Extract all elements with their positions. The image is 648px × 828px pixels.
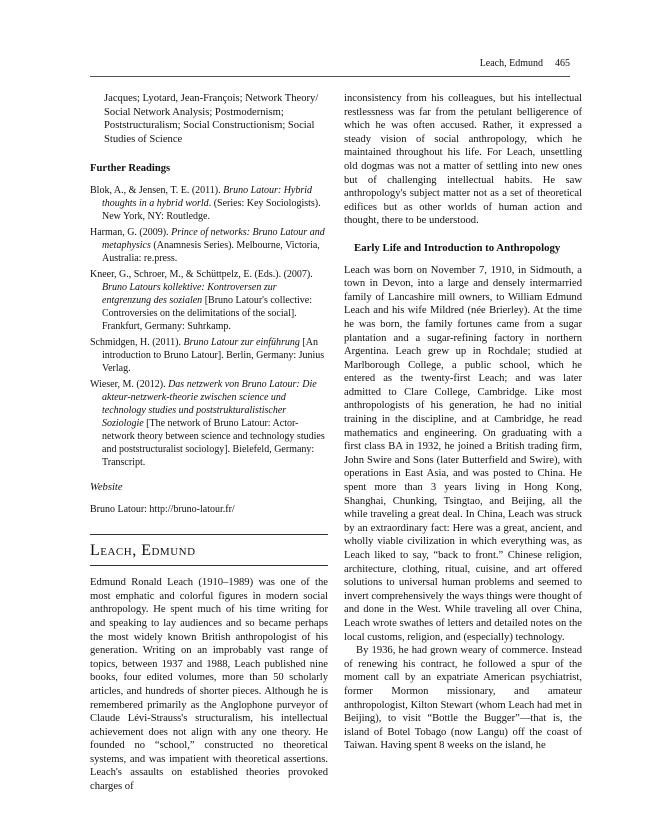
entry-bottom-rule — [90, 565, 328, 566]
reference-item: Schmidgen, H. (2011). Bruno Latour zur einführung [An introduction to Bruno Latour]. Berlin, Germany: Junius Verlag. — [90, 336, 325, 374]
reference-item: Kneer, G., Schroer, M., & Schüttpelz, E. (Eds.). (2007). Bruno Latours kollektive: Kontroversen zur entgrenzung des sozialen [Bruno Latour's collective: Controversies on the delimitations of the social]. Frankfurt, Germany: Suhrkamp. — [90, 268, 313, 332]
reference-item: Harman, G. (2009). Prince of networks: Bruno Latour and metaphysics (Anamnesis Series). Melbourne, Victoria, Australia: re.press. — [90, 226, 325, 264]
body-paragraph: Leach was born on November 7, 1910, in Sidmouth, a town in Devon, into a large and densely intermarried family of Lancashire mill owners, to William Edmund Leach and his wife Mildred (née Brierley). At the time he was born, the family fortunes came from a sugar plantation and a sugar-refining factory in northern Argentina. Leach grew up in Rochdale; studied at Marlborough College, a public school, which he entered as the twenty-first Leach; and was later admitted to Clare College, Cambridge. Like most anthropologists of his generation, he had no initial training in the discipline, and at Cambridge, he read mathematics and engineering. On graduating with a first class BA in 1932, he joined a British trading firm, John Swire and Sons (later Butterfield and Swire), with operations in East Asia, and was posted to China. He spent more than 3 years living in Hong Kong, Shanghai, Chunking, Tsingtao, and Beijing, all the while traveling a great deal. In China, Leach was struck by an extraordinary fact: Here was a great, ancient, and wholly viable civilization in which everything was, as Leach liked to say, “back to front.” Chinese religion, architecture, clothing, ritual, cuisine, and art offered solutions to universal human problems and seemed to invert comprehensively the ways things were thought of and done in the West. While traveling all over China, Leach wrote swathes of letters and detailed notes on the local customs, religion, and (especially) technology. — [344, 264, 583, 643]
left-column — [90, 92, 328, 794]
further-readings-heading: Further Readings — [90, 163, 171, 175]
running-head-title: Leach, Edmund — [479, 58, 543, 69]
right-column — [344, 92, 582, 753]
website-heading: Website — [90, 481, 123, 493]
website-link[interactable]: Bruno Latour: http://bruno-latour.fr/ — [90, 503, 235, 515]
entry-title: Leach, Edmund — [90, 541, 196, 559]
body-paragraph: By 1936, he had grown weary of commerce. Instead of renewing his contract, he followed a spur of the moment call by an expatriate American psychiatrist, former Mormon missionary, and amateur anthropologist, Kilton Stewart (whom Leach had met in Beijing), to visit “Bottle the Bugger”—that is, the island of Botel Tobago (now Langu) off the coast of Taiwan. Having spent 8 weeks on the island, he — [344, 645, 582, 752]
reference-item: Blok, A., & Jensen, T. E. (2011). Bruno Latour: Hybrid thoughts in a hybrid world. (Series: Key Sociologists). New York, NY: Routledge. — [90, 184, 321, 222]
see-also-continuation: Jacques; Lyotard, Jean-François; Network Theory/ Social Network Analysis; Postmodernism; Poststructuralism; Social Constructionism; Social Studies of Science — [104, 93, 319, 145]
reference-item: Wieser, M. (2012). Das netzwerk von Bruno Latour: Die akteur-netzwerk-theorie zwischen science und technology studies und poststrukturalistischer Soziologie [The network of Bruno Latour: Actor-network theory between science and technology studies and poststructuralist sociology]. Bielefeld, Germany: Transcript. — [90, 378, 325, 468]
entry-intro-paragraph: Edmund Ronald Leach (1910–1989) was one of the most emphatic and colorful figures in modern social anthropology. He spent much of his time writing for and speaking to lay audiences and so became perhaps the most widely known British anthropologist of his generation. Writing on an improbably vast range of topics, between 1937 and 1988, Leach published nine books, four edited volumes, more than 50 scholarly articles, and hundreds of shorter pieces. Although he is remembered primarily as the Anglophone purveyor of Claude Lévi-Strauss's structuralism, his intellectual achievement does not align with any one theory. He founded no “school,” constructed no theoretical systems, and was impatient with theoretical assertions. Leach's assaults on established theories provoked charges of — [90, 577, 328, 793]
reference-list — [90, 184, 328, 469]
entry-top-rule — [90, 534, 328, 535]
body-paragraph: inconsistency from his colleagues, but his intellectual restlessness was far from the petulant belligerence of which he was often accused. Rather, it expressed a steady vision of social anthropology, which he maintained throughout his life. For Leach, unsettling old dogmas was not a matter of settling into new ones but of challenging intellectual habits. He saw anthropology's subject matter not as a set of theoretical edifices but as other worlds of human action and thought, there to be understood. — [344, 93, 582, 227]
section-heading: Early Life and Introduction to Anthropology — [354, 241, 561, 254]
page-number: 465 — [555, 58, 570, 69]
running-head — [90, 58, 570, 77]
